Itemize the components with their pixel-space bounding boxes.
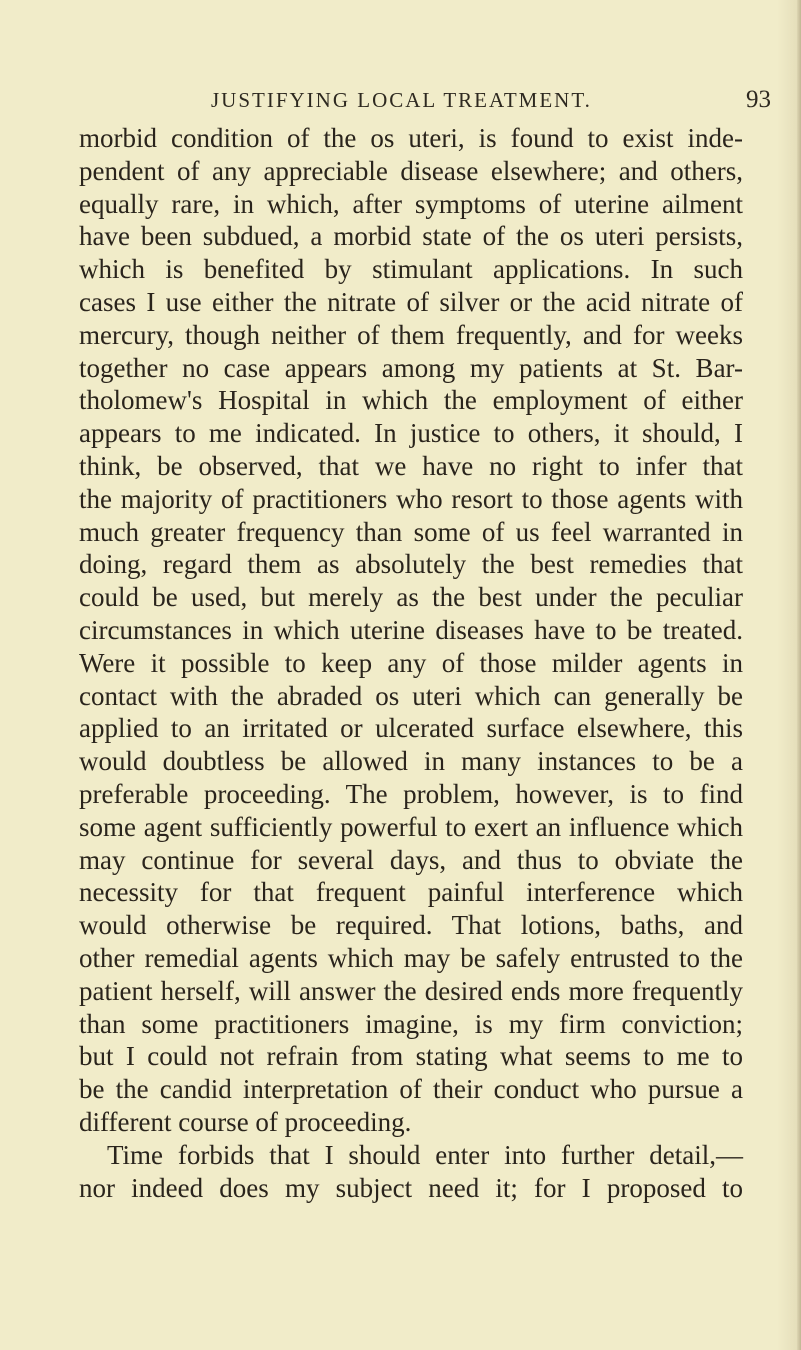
text-line: could be used, but merely as the best under the peculiar [79, 582, 743, 613]
text-line: patient herself, will answer the desired ends more frequently [79, 975, 743, 1006]
text-line: some agent sufficiently powerful to exert an influence which [79, 811, 743, 842]
text-line: contact with the abraded os uteri which can generally be [79, 680, 743, 711]
text-line: may continue for several days, and thus to obviate the [79, 844, 743, 875]
text-line: tholomew's Hospital in which the employment of either [79, 385, 743, 416]
text-line: be the candid interpretation of their conduct who pursue a [79, 1074, 743, 1105]
page-number: 93 [746, 86, 771, 113]
text-line: morbid condition of the os uteri, is found to exist inde- [79, 123, 743, 153]
text-line: nor indeed does my subject need it; for I proposed to [79, 1172, 743, 1203]
text-line: than some practitioners imagine, is my firm conviction; [79, 1008, 743, 1039]
page-header [0, 88, 801, 118]
body-text [79, 122, 743, 1204]
text-line: Were it possible to keep any of those milder agents in [79, 647, 743, 678]
text-line: have been subdued, a morbid state of the os uteri persists, [79, 221, 743, 252]
text-line: other remedial agents which may be safely entrusted to the [79, 942, 743, 973]
running-head: JUSTIFYING LOCAL TREATMENT. [211, 88, 592, 112]
text-line: preferable proceeding. The problem, however, is to find [79, 778, 743, 809]
text-line: but I could not refrain from stating what seems to me to [79, 1041, 743, 1072]
page-edge-shadow [797, 0, 801, 1350]
text-line: much greater frequency than some of us feel warranted in [79, 516, 743, 547]
text-line: pendent of any appreciable disease elsewhere; and others, [79, 155, 743, 186]
paragraph-end-line: different course of proceeding. [79, 1106, 412, 1137]
text-line: appears to me indicated. In justice to others, it should, I [79, 418, 743, 449]
text-line: cases I use either the nitrate of silver or the acid nitrate of [79, 286, 743, 317]
text-line: the majority of practitioners who resort to those agents with [79, 483, 743, 514]
text-line: which is benefited by stimulant applications. In such [79, 254, 743, 285]
paragraph-start-line: Time forbids that I should enter into further detail,— [107, 1139, 743, 1170]
text-line: circumstances in which uterine diseases have to be treated. [79, 614, 743, 645]
text-line: doing, regard them as absolutely the best remedies that [79, 549, 743, 580]
text-line: mercury, though neither of them frequently, and for weeks [79, 319, 743, 350]
text-line: would doubtless be allowed in many instances to be a [79, 746, 743, 777]
text-line: applied to an irritated or ulcerated surface elsewhere, this [79, 713, 743, 744]
text-line: think, be observed, that we have no right to infer that [79, 450, 743, 481]
text-line: necessity for that frequent painful interference which [79, 877, 743, 908]
text-line: together no case appears among my patients at St. Bar- [79, 352, 743, 383]
text-line: would otherwise be required. That lotions, baths, and [79, 910, 743, 941]
text-line: equally rare, in which, after symptoms of uterine ailment [79, 188, 743, 219]
